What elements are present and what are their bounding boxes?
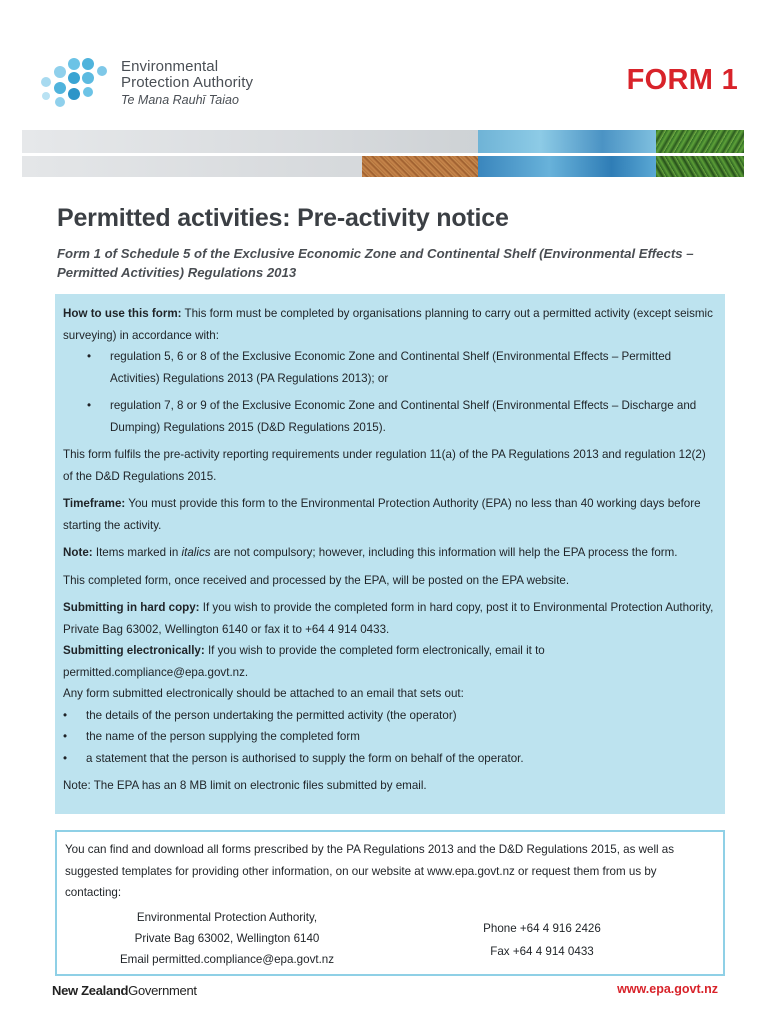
address-line-2: Private Bag 63002, Wellington 6140 [134, 932, 320, 945]
contact-numbers [437, 917, 647, 963]
bullet-icon: • [87, 350, 92, 363]
how-to-paragraph [63, 303, 717, 346]
contact-intro: You can find and download all forms prescribed by the PA Regulations 2013 and the D&D Regulations 2015, as well as suggested templates for providing other information, on our website at www.epa.govt.nz or request them from us by contacting: [65, 843, 675, 899]
note-text-end: are not compulsory; however, including this information will help the EPA process the form. [210, 546, 678, 559]
list-item-text: regulation 7, 8 or 9 of the Exclusive Economic Zone and Continental Shelf (Environmental Effects – Discharge and Dumping) Regulations 2015 (D&D Regulations 2015). [110, 399, 697, 434]
contact-email[interactable]: Email permitted.compliance@epa.govt.nz [119, 953, 335, 966]
footer-website-link[interactable]: www.epa.govt.nz [617, 982, 718, 996]
how-to-label: How to use this form: [63, 307, 182, 320]
contact-box [55, 830, 725, 976]
contact-fax: Fax +64 4 914 0433 [490, 945, 594, 958]
banner-photo-fern-top [656, 130, 744, 153]
note-text: Items marked in [92, 546, 182, 559]
banner-photo-water [478, 156, 656, 177]
gov-logo-part1: New Zealand [52, 983, 129, 998]
email-requirements-list [63, 705, 717, 770]
list-item [63, 346, 717, 389]
epa-logo-icon [34, 56, 114, 112]
hardcopy-label: Submitting in hard copy: [63, 601, 200, 614]
electronic-text: If you wish to provide the completed form electronically, email it to permitted.compliance@epa.govt.nz. [63, 644, 545, 679]
list-item [63, 748, 717, 770]
org-name-line1: Environmental [121, 58, 219, 75]
list-item [63, 726, 717, 748]
epa-logo [34, 56, 279, 112]
org-name-line2: Protection Authority [121, 74, 254, 91]
list-item-text: regulation 5, 6 or 8 of the Exclusive Economic Zone and Continental Shelf (Environmental Effects – Permitted Activities) Regulations 2013 (PA Regulations 2013); or [110, 350, 672, 385]
list-item [63, 705, 717, 727]
electronic-label: Submitting electronically: [63, 644, 205, 657]
form-number-label: FORM 1 [626, 64, 738, 96]
gov-logo-part2: Government [128, 983, 197, 998]
org-maori-name: Te Mana Rauhī Taiao [121, 93, 239, 107]
bullet-icon: • [63, 730, 68, 743]
banner-photo-fern [656, 156, 744, 177]
bullet-icon: • [63, 708, 68, 722]
page-title: Permitted activities: Pre-activity notice [57, 204, 509, 232]
list-item [63, 395, 717, 438]
posted-paragraph: This completed form, once received and processed by the EPA, will be posted on the EPA website. [63, 573, 570, 587]
timeframe-text: You must provide this form to the Environmental Protection Authority (EPA) no less than 40 working days before starting the activity. [63, 497, 701, 532]
fulfils-paragraph: This form fulfils the pre-activity reporting requirements under regulation 11(a) of the PA Regulations 2013 and regulation 12(2) of the D&D Regulations 2015. [63, 448, 706, 483]
note-label: Note: [63, 546, 93, 559]
note-italics: italics [181, 546, 211, 559]
hardcopy-paragraph [63, 597, 717, 640]
logo-wordmark [121, 59, 253, 108]
note-paragraph [63, 542, 717, 564]
timeframe-paragraph [63, 493, 717, 536]
instructions-box [55, 294, 725, 814]
regulation-list [63, 346, 717, 438]
timeframe-label: Timeframe: [63, 497, 126, 510]
list-item-text: a statement that the person is authorised to supply the form on behalf of the operator. [86, 751, 524, 765]
list-item-text: the details of the person undertaking the permitted activity (the operator) [86, 708, 457, 722]
hardcopy-text: If you wish to provide the completed form in hard copy, post it to Environmental Protection Authority, Private Bag 63002, Wellington 6140 or fax it to +64 4 914 0433. [63, 601, 714, 636]
address-line-1: Environmental Protection Authority, [136, 911, 318, 924]
bullet-icon: • [63, 751, 68, 765]
banner-photo-water-top [478, 130, 656, 153]
file-limit-note: Note: The EPA has an 8 MB limit on electronic files submitted by email. [63, 779, 427, 792]
electronic-paragraph [63, 640, 717, 683]
bullet-icon: • [87, 399, 92, 412]
page-subtitle: Form 1 of Schedule 5 of the Exclusive Economic Zone and Continental Shelf (Environmental Effects – Permitted Activities) Regulations 2013 [57, 246, 694, 280]
list-item-text: the name of the person supplying the completed form [86, 730, 360, 743]
contact-phone: Phone +64 4 916 2426 [483, 922, 601, 935]
email-attach-paragraph: Any form submitted electronically should be attached to an email that sets out: [63, 687, 464, 700]
header-banner [22, 130, 744, 177]
contact-address [57, 907, 397, 970]
how-to-text: This form must be completed by organisations planning to carry out a permitted activity (except seismic surveying) in accordance with: [63, 307, 713, 342]
nz-government-logo [52, 983, 197, 998]
